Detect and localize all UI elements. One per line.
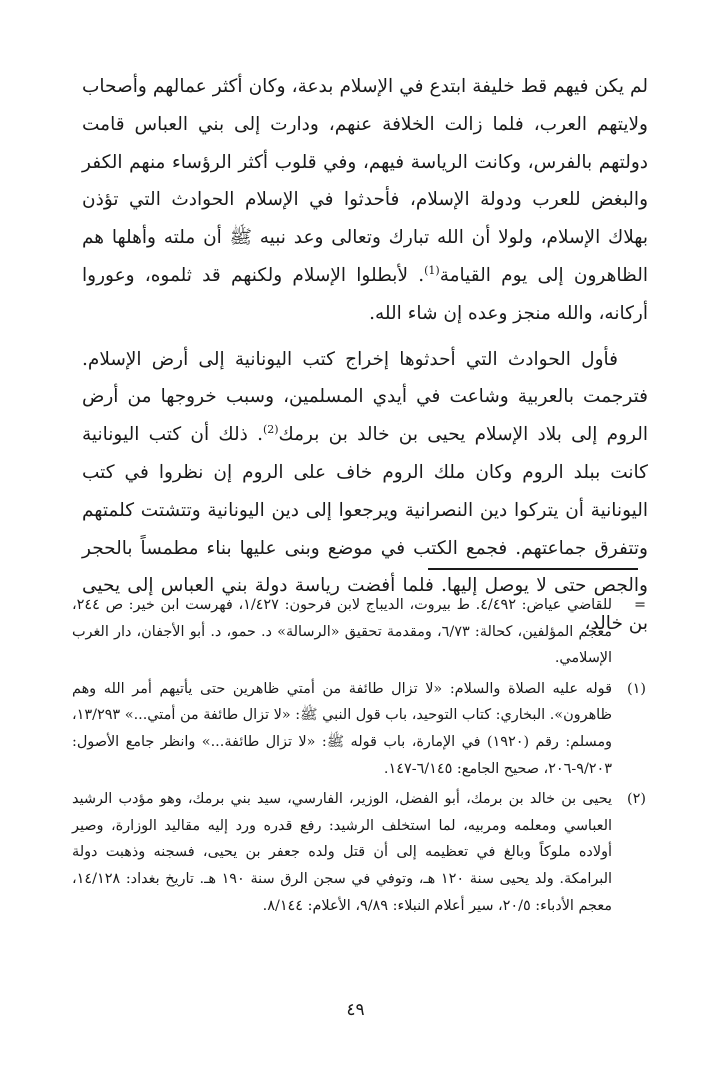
paragraph-1-text: لم يكن فيهم قط خليفة ابتدع في الإسلام بدعة، وكان أكثر عمالهم وأصحاب ولايتهم العرب، فلما زالت الخلافة عنهم، ودارت إلى بني العباس قامت دولتهم بالفرس، وكانت الرياسة فيهم، وفي قلوب أكثر الرؤساء منهم الكفر والبغض للعرب ودولة الإسلام، فأحدثوا في الإسلام الحوادث التي تؤذن بهلاك الإسلام، ولولا أن الله تبارك وتعالى وعد نبيه ﷺ أن ملته وأهلها هم الظاهرون إلى يوم القيامة [82,76,648,286]
main-text [82,68,648,643]
footnote-text: يحيى بن خالد بن برمك، أبو الفضل، الوزير، الفارسي، سيد بني برمك، وهو مؤدب الرشيد العباسي ومعلمه ومربيه، لما استخلف الرشيد: رفع قدره ورد إليه مقاليد الوزارة، وصير أولاده ملوكاً وبالغ في تعظيمه إلى أن قتل ولده جعفر بن يحيى، فسجنه وذهبت دولة البرامكة. ولد يحيى سنة ١٢٠ هـ، وتوفي في سجن الرق سنة ١٩٠ هـ. تاريخ بغداد: ١٤/١٢٨، معجم الأدباء: ٢٠/٥، سير أعلام النبلاء: ٩/٨٩، الأعلام: ٨/١٤٤. [72,791,612,914]
footnote-marker: (٢) [627,791,646,808]
paragraph-1 [82,68,648,333]
footnote-1 [72,676,646,782]
footnote-marker: (١) [627,680,646,697]
footnote-marker: = [633,597,646,613]
footnote-ref-1: (1) [424,263,440,277]
footnote-ref-2: (2) [262,423,279,437]
paragraph-1-tail: . لأبطلوا الإسلام ولكنهم قد ثلموه، وعوروا أركانه، والله منجز وعده إن شاء الله. [82,264,648,324]
paragraph-2-tail: . ذلك أن كتب اليونانية كانت ببلد الروم وكان ملك الروم خاف على الروم إن نظروا في كتب اليونانية أن يتركوا دين النصرانية ويرجعوا إلى دين اليونانية وتتشتت كلمتهم وتتفرق جماعتهم. فجمع الكتب في موضع وبنى عليها بناء مطمساً بالحجر والجص حتى لا يوصل إليها. فلما أفضت رياسة دولة بني العباس إلى يحيى بن خالد، [82,424,648,635]
paragraph-2-text: فأول الحوادث التي أحدثوها إخراج كتب اليونانية إلى أرض الإسلام. فترجمت بالعربية وشاعت في أيدي المسلمين، وسبب خروجها من أرض الروم إلى بلاد الإسلام يحيى بن خالد بن برمك [82,348,648,446]
footnote-2 [72,786,646,919]
footnotes [72,592,646,923]
footnote-text: للقاضي عياض: ٤/٤٩٢. ط بيروت، الديباج لابن فرحون: ١/٤٢٧، فهرست ابن خير: ص ٢٤٤، معجم المؤلفين، كحالة: ٦/٧٣، ومقدمة تحقيق «الرسالة» د. حمو، د. أبو الأجفان، دار الغرب الإسلامي. [72,597,612,667]
footnote-separator [428,568,638,570]
footnote-continued [72,592,646,672]
footnote-text: قوله عليه الصلاة والسلام: «لا تزال طائفة من أمتي ظاهرين حتى يأتيهم أمر الله وهم ظاهرون». البخاري: كتاب التوحيد، باب قول النبي ﷺ: «لا تزال طائفة من أمتي...» ١٣/٢٩٣، ومسلم: رقم (١٩٢٠) في الإمارة، باب قوله ﷺ: «لا تزال طائفة...» وانظر جامع الأصول: ٩/٢٠٣-٢٠٦، صحيح الجامع: ٦/١٤٥-١٤٧. [72,680,613,777]
page-number: ٤٩ [346,1000,365,1020]
